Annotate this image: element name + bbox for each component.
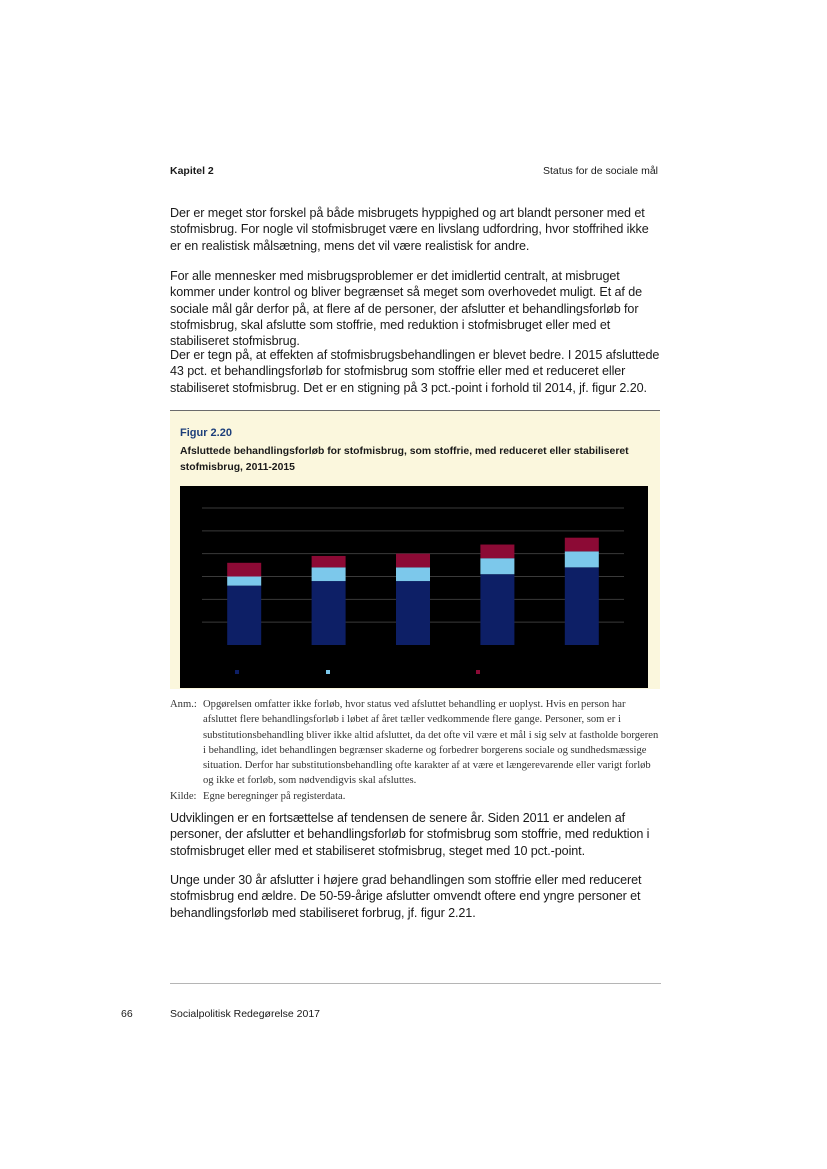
note-anm: [170, 697, 660, 789]
bar-2013-series-2: [396, 567, 430, 581]
paragraph-1: Der er meget stor forskel på både misbrugets hyppighed og art blandt personer med et stofmisbrug. For nogle vil stofmisbruget være en livslang udfordring, hvor stoffrihed ikke er en realistisk målsætning, mens det vil være realistisk for andre.: [170, 206, 649, 253]
legend-marker-series-1: [235, 670, 239, 674]
note-anm-text: Opgørelsen omfatter ikke forløb, hvor status ved afsluttet behandling er uoplyst. Hvis en person har afsluttet flere behandlingsforløb i løbet af året tæller vedkommende flere gange. Personer, som er i substitutionsbehandling bliver ikke altid afsluttet, da det ofte vil være et mål i sig selv at fastholde borgeren i behandling, idet behandlingen begrænser skaderne og forbedrer borgerens sociale og sundhedsmæssige situation. Derfor har substitutionsbehandling ofte karakter af at være et længerevarende eller varigt forløb og ikke et forløb, som nødvendigvis skal afsluttes.: [203, 699, 659, 787]
bar-2012-series-3: [312, 556, 346, 567]
paragraph-4: Udviklingen er en fortsættelse af tendensen de senere år. Siden 2011 er andelen af personer, der afslutter et behandlingsforløb for stofmisbrug som stoffrie, med reduktion i stofmisbruget eller med et stabiliseret stofmisbrug, steget med 10 pct.-point.: [170, 811, 650, 858]
legend-marker-series-2: [326, 670, 330, 674]
note-kilde-text: Egne beregninger på registerdata.: [203, 790, 346, 802]
bar-2011-series-1: [227, 586, 261, 645]
bar-2012-series-1: [312, 581, 346, 645]
chart-area: [180, 486, 648, 688]
paragraph-3: Der er tegn på, at effekten af stofmisbrugsbehandlingen er blevet bedre. I 2015 afsluttede 43 pct. et behandlingsforløb for stofmisbrug som stoffrie eller med et reduceret eller stabiliseret stofmisbrug. Det er en stigning på 3 pct.-point i forhold til 2014, jf. figur 2.20.: [170, 348, 660, 395]
figure-notes: [170, 697, 660, 804]
bar-2014-series-1: [480, 574, 514, 645]
bar-2011-series-3: [227, 563, 261, 577]
bar-2014-series-2: [480, 558, 514, 574]
note-kilde-key: Kilde:: [170, 790, 197, 802]
stacked-bar-chart: [180, 486, 648, 688]
figure-box: [170, 410, 660, 689]
note-anm-key: Anm.:: [170, 699, 197, 710]
bar-2015-series-2: [565, 551, 599, 567]
bar-2014-series-3: [480, 545, 514, 559]
chapter-label: Kapitel 2: [170, 165, 214, 177]
note-kilde: [170, 789, 660, 804]
bar-2013-series-3: [396, 554, 430, 568]
figure-title: Afsluttede behandlingsforløb for stofmisbrug, som stoffrie, med reduceret eller stabiliseret stofmisbrug, 2011-2015: [180, 446, 629, 473]
paragraph-2: For alle mennesker med misbrugsproblemer er det imidlertid centralt, at misbruget kommer under kontrol og bliver begrænset så meget som overhovedet muligt. Et af de sociale mål går derfor på, at flere af de personer, der afslutter et behandlingsforløb for stofmisbrug, skal afslutte som stoffrie, med reduktion i stofmisbruget eller med et stabiliseret stofmisbrug.: [170, 269, 642, 349]
legend-marker-series-3: [476, 670, 480, 674]
page-number: 66: [121, 1008, 133, 1020]
paragraph-5: Unge under 30 år afslutter i højere grad behandlingen som stoffrie eller med reduceret stofmisbrug end ældre. De 50-59-årige afslutter omvendt oftere end yngre personer et behandlingsforløb med stabiliseret forbrug, jf. figur 2.21.: [170, 873, 642, 920]
figure-label: Figur 2.20: [180, 427, 232, 439]
bar-2011-series-2: [227, 577, 261, 586]
publication-title: Socialpolitisk Redegørelse 2017: [170, 1008, 320, 1020]
bar-2012-series-2: [312, 567, 346, 581]
bar-2015-series-1: [565, 567, 599, 645]
footer-divider: [170, 983, 661, 984]
section-title: Status for de sociale mål: [543, 165, 658, 177]
bar-2013-series-1: [396, 581, 430, 645]
bar-2015-series-3: [565, 538, 599, 552]
